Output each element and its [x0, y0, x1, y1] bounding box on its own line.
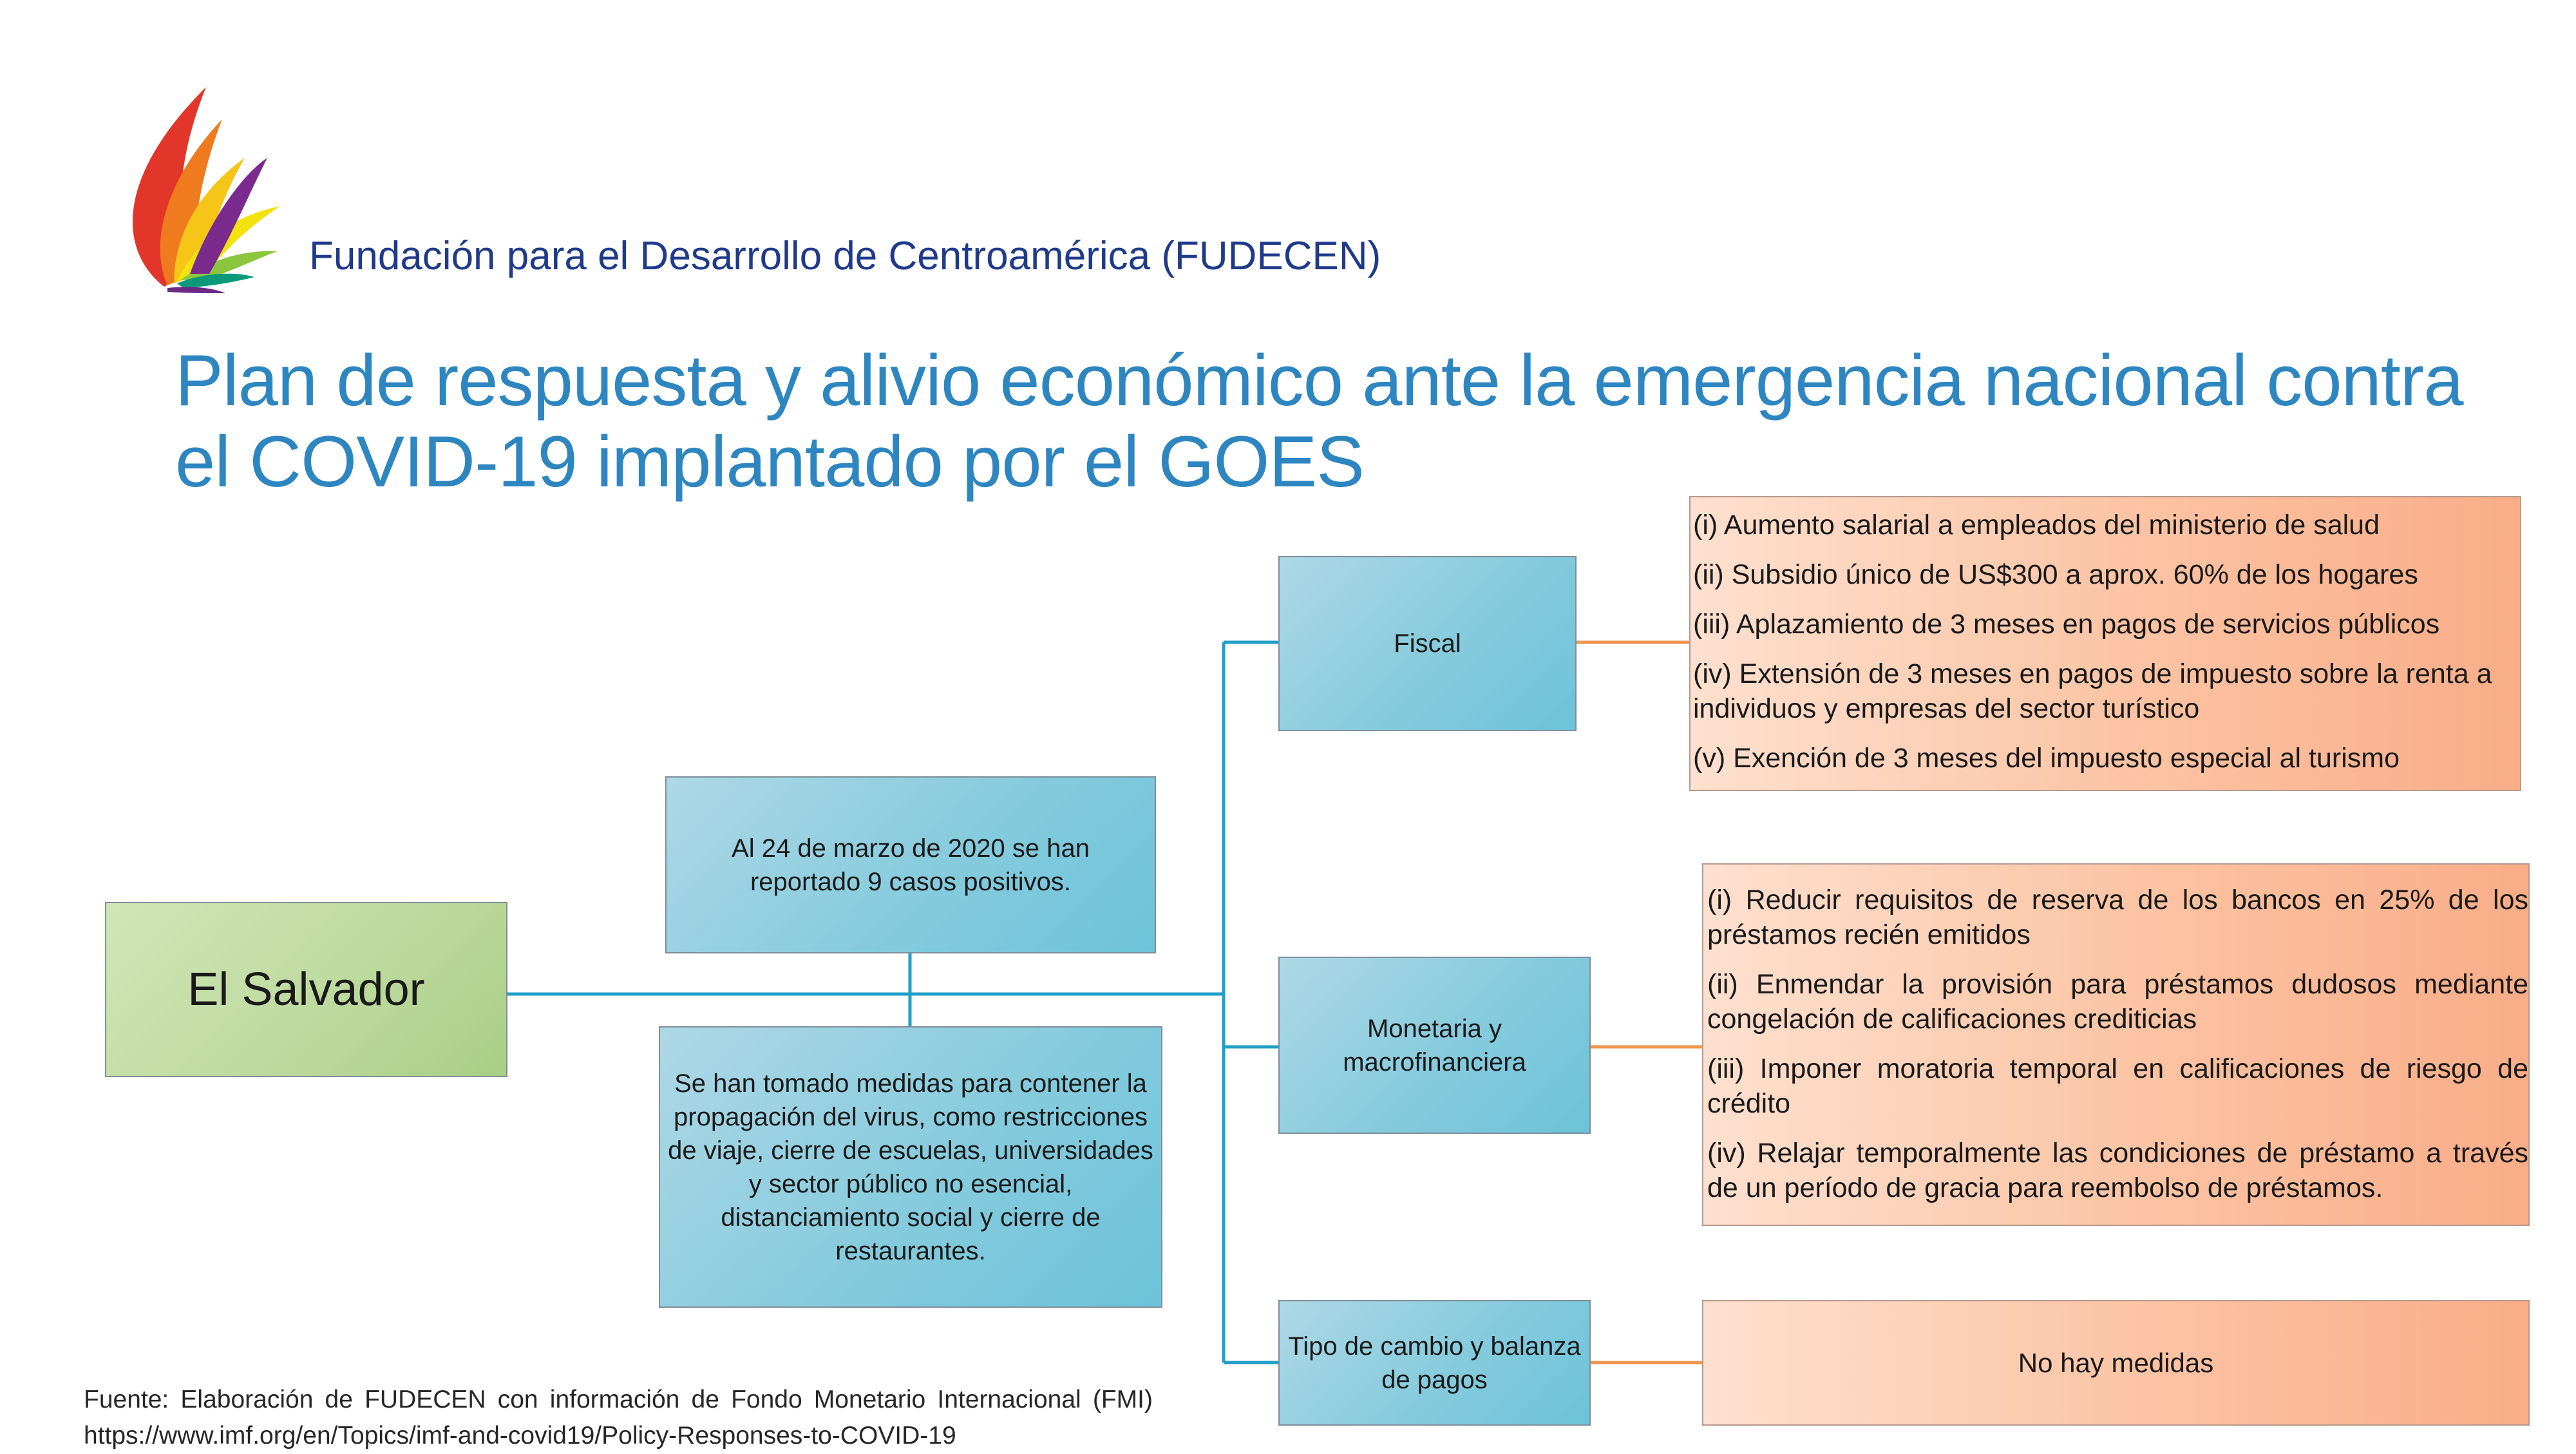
- category-monetaria-node: Monetaria y macrofinanciera: [1278, 957, 1591, 1134]
- fiscal-measure-item: (iv) Extensión de 3 meses en pagos de impuesto sobre la renta a individuos y empresas del sector turístico: [1693, 658, 2492, 724]
- monetaria-measure-item: (ii) Enmendar la provisión para préstamos dudosos mediante congelación de calificaciones crediticias: [1707, 969, 2528, 1035]
- monetaria-measure-item: (iii) Imponer moratoria temporal en calificaciones de riesgo de crédito: [1707, 1053, 2528, 1119]
- monetaria-measure-item: (iv) Relajar temporalmente las condiciones de préstamo a través de un período de gracia para reembolso de préstamos.: [1707, 1138, 2528, 1203]
- organization-name: Fundación para el Desarrollo de Centroamérica (FUDECEN): [309, 234, 1381, 278]
- info-measures-node: Se han tomado medidas para contener la propagación del virus, como restricciones de viaje, cierre de escuelas, universidades y sector público no esencial, distanciamiento social y cierre de restaurantes.: [659, 1026, 1162, 1308]
- category-tipo-cambio-node: Tipo de cambio y balanza de pagos: [1278, 1300, 1591, 1426]
- fiscal-measure-item: (v) Exención de 3 meses del impuesto especial al turismo: [1693, 743, 2400, 774]
- monetaria-measure-item: (i) Reducir requisitos de reserva de los bancos en 25% de los préstamos recién emitidos: [1707, 885, 2528, 950]
- fiscal-measure-item: (iii) Aplazamiento de 3 meses en pagos de servicios públicos: [1693, 609, 2440, 640]
- category-fiscal-node: Fiscal: [1278, 556, 1577, 731]
- page-title: Plan de respuesta y alivio económico ante la emergencia nacional contra el COVID-19 implantado por el GOES: [175, 340, 2463, 502]
- source-note: Fuente: Elaboración de FUDECEN con información de Fondo Monetario Internacional (FMI) https://www.imf.org/en/Topics/imf-and-covid19/Policy-Responses-to-COVID-19: [84, 1386, 1153, 1449]
- fiscal-measures-box: [1689, 496, 2521, 791]
- info-cases-node: Al 24 de marzo de 2020 se han reportado 9 casos positivos.: [665, 776, 1156, 953]
- tipo-cambio-measures-box: No hay medidas: [1702, 1300, 2530, 1426]
- fiscal-measure-item: (i) Aumento salarial a empleados del ministerio de salud: [1693, 510, 2380, 540]
- monetaria-measures-box: [1702, 863, 2530, 1226]
- fiscal-measure-item: (ii) Subsidio único de US$300 a aprox. 60% de los hogares: [1693, 559, 2418, 590]
- country-node: El Salvador: [105, 902, 507, 1077]
